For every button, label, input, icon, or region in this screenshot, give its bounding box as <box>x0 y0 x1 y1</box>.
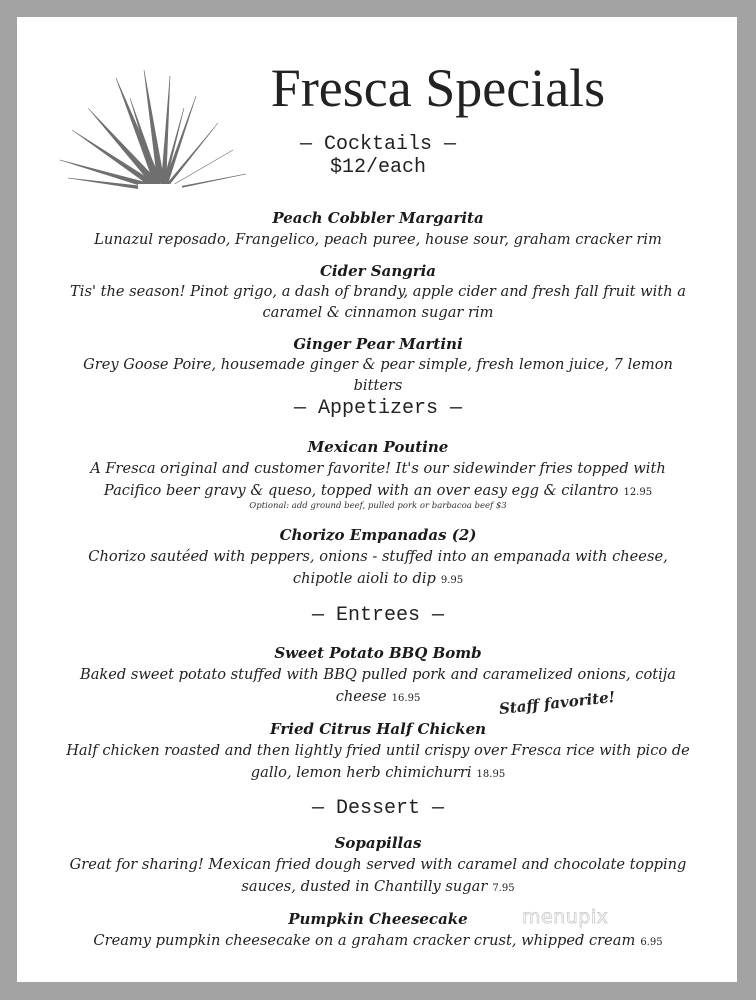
item-price: 18.95 <box>476 769 506 780</box>
item-name: Sweet Potato BBQ Bomb <box>274 644 482 662</box>
item-name: Sopapillas <box>334 834 422 852</box>
item-description: Great for sharing! Mexican fried dough served with caramel and chocolate topping <box>69 856 687 873</box>
cocktail-price: $12/each <box>329 156 426 179</box>
item-description-text: Creamy pumpkin cheesecake on a graham cracker crust, whipped cream <box>93 932 636 949</box>
item-price: 7.95 <box>492 883 515 894</box>
item-description: caramel & cinnamon sugar rim <box>262 304 494 321</box>
item-description: A Fresca original and customer favorite! It's our sidewinder fries topped with <box>90 460 666 477</box>
item-description-text: sauces, dusted in Chantilly sugar <box>241 878 488 895</box>
item-name: Chorizo Empanadas (2) <box>279 526 477 544</box>
item-price: 12.95 <box>623 487 653 498</box>
item-name: Ginger Pear Martini <box>293 335 463 353</box>
item-name: Cider Sangria <box>319 262 437 280</box>
item-description-text: cheese <box>335 688 387 705</box>
item-price: 6.95 <box>640 937 663 948</box>
item-description-text: Pacifico beer gravy & queso, topped with an over easy egg & cilantro <box>103 482 619 499</box>
item-description: Tis' the season! Pinot grigo, a dash of brandy, apple cider and fresh fall fruit with a <box>70 283 686 300</box>
item-description <box>60 568 696 591</box>
section-heading-dessert: — Dessert — <box>311 797 445 820</box>
item-price: 9.95 <box>440 575 464 586</box>
section-heading-entrees: — Entrees — <box>311 604 445 627</box>
item-description-text: chipotle aioli to dip <box>292 570 436 587</box>
item-description <box>60 480 696 503</box>
item-description: Grey Goose Poire, housemade ginger & pear simple, fresh lemon juice, 7 lemon bitters <box>83 356 673 394</box>
item-price: 16.95 <box>391 693 421 704</box>
item-description <box>60 930 696 953</box>
page-title: Fresca Specials <box>270 58 606 118</box>
item-name: Mexican Poutine <box>307 438 449 456</box>
item-name: Peach Cobbler Margarita <box>272 209 484 227</box>
item-description <box>60 876 696 899</box>
item-description <box>60 762 696 785</box>
item-note: Optional: add ground beef, pulled pork or barbacoa beef $3 <box>249 501 507 511</box>
section-heading-appetizers: — Appetizers — <box>293 397 463 420</box>
item-name: Fried Citrus Half Chicken <box>269 720 487 738</box>
section-heading-cocktails: — Cocktails — <box>299 133 457 156</box>
item-description: Chorizo sautéed with peppers, onions - stuffed into an empanada with cheese, <box>88 548 668 565</box>
item-description: Lunazul reposado, Frangelico, peach puree, house sour, graham cracker rim <box>94 231 662 248</box>
item-name: Pumpkin Cheesecake <box>288 910 468 928</box>
item-description: Baked sweet potato stuffed with BBQ pulled pork and caramelized onions, cotija <box>80 666 676 683</box>
staff-favorite-tag: Staff favorite! <box>498 687 617 718</box>
item-description: Half chicken roasted and then lightly fried until crispy over Fresca rice with pico de <box>66 742 690 759</box>
item-description-text: gallo, lemon herb chimichurri <box>250 764 472 781</box>
menupix-watermark: menupix <box>522 906 609 928</box>
